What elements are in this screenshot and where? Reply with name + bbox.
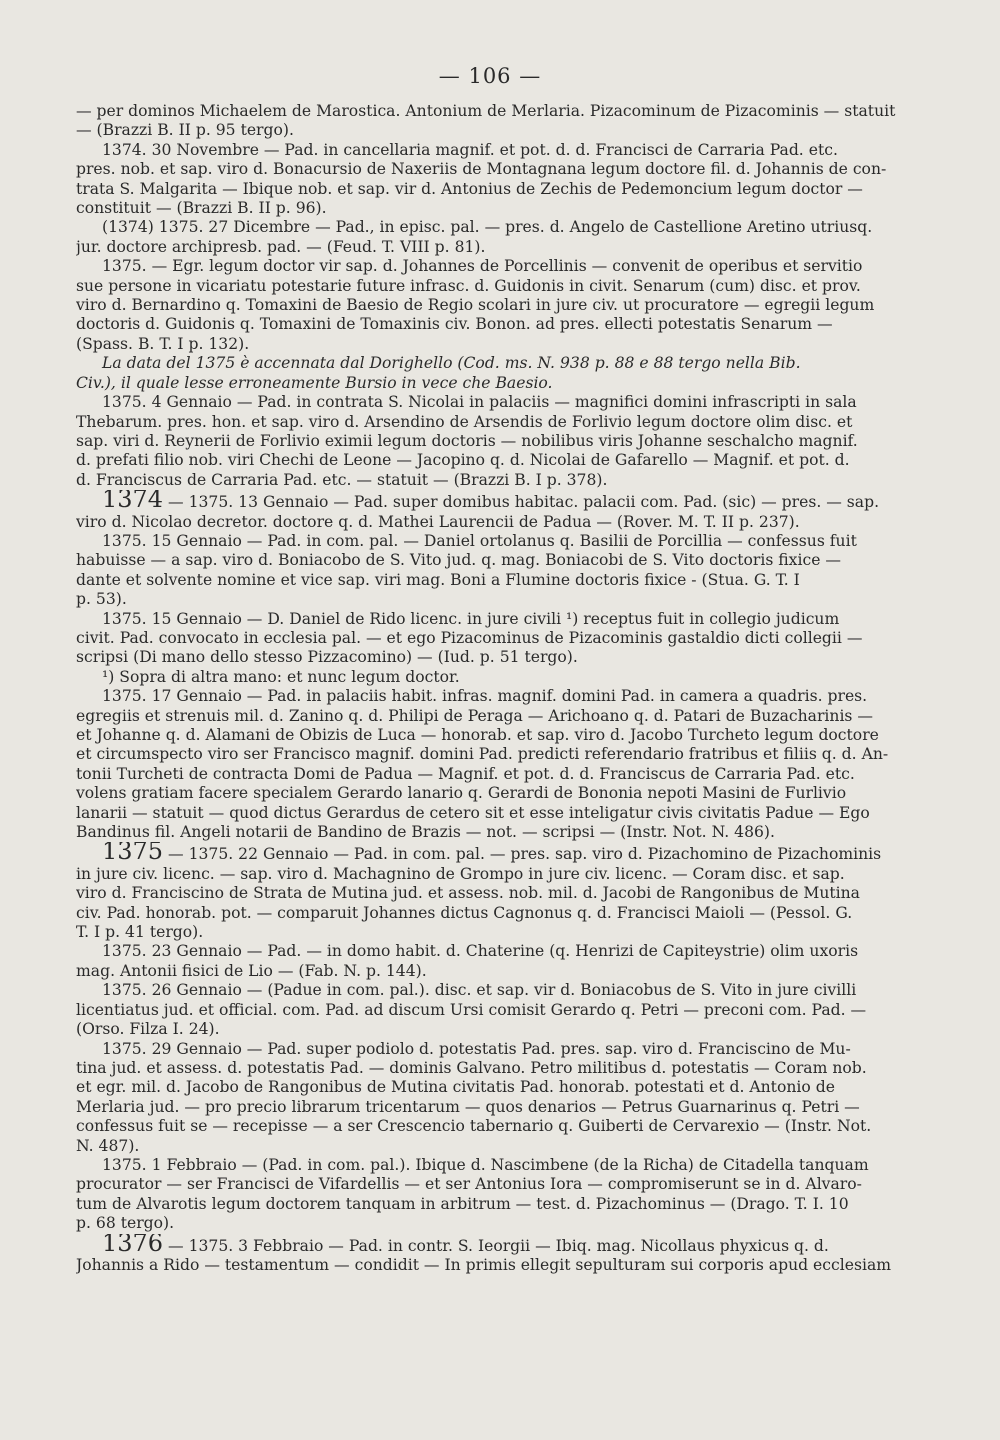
marginal-year: 1376: [102, 1233, 164, 1256]
entry-line: lanarii — statuit — quod dictus Gerardus de cetero sit et esse inteligatur civis civitatis Padue — Ego: [76, 803, 870, 822]
entry-line: 1375. 17 Gennaio — Pad. in palaciis habit. infras. magnif. domini Pad. in camera a quadris. pres.: [102, 687, 868, 706]
entry-line: sue persone in vicariatu potestarie future infrasc. d. Guidonis in civit. Senarum (cum) disc. et prov.: [76, 276, 861, 295]
entry-line: sap. viri d. Reynerii de Forlivio eximii legum doctoris — nobilibus viris Johanne seschalcho magnif.: [76, 431, 858, 450]
entry-line: Merlaria jud. — pro precio librarum tricentarum — quos denarios — Petrus Guarnarinus q. Petri —: [76, 1097, 860, 1116]
entry-line: Bandinus fil. Angeli notarii de Bandino de Brazis — not. — scripsi — (Instr. Not. N. 486).: [76, 823, 775, 842]
entry-line: pres. nob. et sap. viro d. Bonacursio de Naxeriis de Montagnana legum doctore fil. d. Johannis de con-: [76, 160, 887, 179]
entry-line: et Johanne q. d. Alamani de Obizis de Luca — honorab. et sap. viro d. Jacobo Turcheto legum doctore: [76, 726, 879, 744]
entries-list: [76, 102, 904, 1275]
entry-line: T. I p. 41 tergo).: [76, 923, 204, 942]
entry: [76, 354, 904, 393]
entry-line: licentiatus jud. et official. com. Pad. ad discum Ursi comisit Gerardo q. Petri — preconi com. Pad. —: [76, 1000, 867, 1019]
entry: [76, 218, 904, 257]
entry: [76, 1156, 904, 1234]
entry: [76, 257, 904, 354]
entry: [76, 102, 904, 141]
entry-line: — (Brazzi B. II p. 95 tergo).: [76, 121, 294, 140]
entry-line: 1374 — 1375. 13 Gennaio — Pad. super domibus habitac. palacii com. Pad. (sic) — pres. — sap.: [76, 490, 904, 512]
entry-line: 1375. 26 Gennaio — (Padue in com. pal.). disc. et sap. vir d. Boniacobus de S. Vito in jure civilli: [102, 981, 857, 1000]
entry: [76, 141, 904, 219]
entry-line: (Spass. B. T. I p. 132).: [76, 334, 250, 353]
entry-line: 1375. 15 Gennaio — D. Daniel de Rido licenc. in jure civili ¹) receptus fuit in collegio judicum: [102, 609, 840, 628]
entry-line: Thebarum. pres. hon. et sap. viro d. Arsendino de Arsendis de Forlivio legum doctore olim disc. et: [76, 412, 853, 431]
entry: [76, 668, 904, 687]
marginal-year: 1374: [102, 490, 164, 513]
entry-line: — per dominos Michaelem de Marostica. Antonium de Merlaria. Pizacominum de Pizacominis — statuit: [76, 102, 896, 120]
entry-line: (1374) 1375. 27 Dicembre — Pad., in episc. pal. — pres. d. Angelo de Castellione Aretino utriusq.: [102, 218, 873, 237]
entry: [76, 610, 904, 668]
entry-line: et circumspecto viro ser Francisco magnif. domini Pad. predicti referendario fratribus et filiis q. d. An-: [76, 745, 889, 764]
entry-line: in jure civ. licenc. — sap. viro d. Machagnino de Grompo in jure civ. licenc. — Coram disc. et sap.: [76, 864, 845, 883]
entry-line: civit. Pad. convocato in ecclesia pal. — et ego Pizacominus de Pizacominis gastaldio dicti collegii —: [76, 628, 863, 647]
entry-line: civ. Pad. honorab. pot. — comparuit Johannes dictus Cagnonus q. d. Francisci Maioli — (Pessol. G.: [76, 903, 853, 922]
entry-line: p. 68 tergo).: [76, 1214, 175, 1233]
entry-line: La data del 1375 è accennata dal Dorighello (Cod. ms. N. 938 p. 88 e 88 tergo nella Bib.: [102, 354, 801, 373]
entry-line: 1375. 23 Gennaio — Pad. — in domo habit. d. Chaterine (q. Henrizi de Capiteystrie) olim uxoris: [102, 942, 859, 961]
entry-line: (Orso. Filza I. 24).: [76, 1020, 220, 1039]
entry-line: 1375. 4 Gennaio — Pad. in contrata S. Nicolai in palaciis — magnifici domini infrascripti in sala: [102, 393, 857, 412]
entry: [76, 1234, 904, 1276]
entry: [76, 1040, 904, 1156]
entry-line: viro d. Nicolao decretor. doctore q. d. Mathei Laurencii de Padua — (Rover. M. T. II p. 237).: [76, 512, 800, 531]
entry-line: 1375. 1 Febbraio — (Pad. in com. pal.). Ibique d. Nascimbene (de la Richa) de Citadella tanquam: [102, 1155, 869, 1174]
entry-line: confessus fuit se — recepisse — a ser Crescencio tabernario q. Guiberti de Cervarexio — (Instr. Not.: [76, 1117, 872, 1136]
entry-line: tum de Alvarotis legum doctorem tanquam in arbitrum — test. d. Pizachominus — (Drago. T. I. 10: [76, 1194, 849, 1213]
entry: [76, 490, 904, 532]
entry-line: mag. Antonii fisici de Lio — (Fab. N. p. 144).: [76, 961, 427, 980]
entry-line: scripsi (Di mano dello stesso Pizzacomino) — (Iud. p. 51 tergo).: [76, 648, 578, 667]
entry-line: 1375. 15 Gennaio — Pad. in com. pal. — Daniel ortolanus q. Basilii de Porcillia — confessus fuit: [102, 531, 857, 550]
entry-line: habuisse — a sap. viro d. Boniacobo de S. Vito jud. q. mag. Boniacobi de S. Vito doctoris fixice —: [76, 551, 841, 570]
entry: [76, 393, 904, 490]
entry-line: N. 487).: [76, 1136, 140, 1155]
entry: [76, 981, 904, 1039]
entry: [76, 842, 904, 942]
page-number: — 106 —: [438, 64, 542, 88]
entry: [76, 687, 904, 842]
entry-line: Johannis a Rido — testamentum — condidit — In primis ellegit sepulturam sui corporis apud ecclesiam: [76, 1255, 892, 1274]
entry-line: trata S. Malgarita — Ibique nob. et sap. vir d. Antonius de Zechis de Pedemoncium legum doctor —: [76, 179, 863, 198]
entry-line: tonii Turcheti de contracta Domi de Padua — Magnif. et pot. d. d. Franciscus de Carraria Pad. etc.: [76, 764, 855, 783]
entry-line: constituit — (Brazzi B. II p. 96).: [76, 199, 327, 218]
entry-line: volens gratiam facere specialem Gerardo lanario q. Gerardi de Bononia nepoti Masini de Furlivio: [76, 784, 847, 803]
entry-line: ¹) Sopra di altra mano: et nunc legum doctor.: [102, 667, 460, 686]
entry: [76, 942, 904, 981]
entry-line: p. 53).: [76, 590, 127, 609]
entry-line: viro d. Franciscino de Strata de Mutina jud. et assess. nob. mil. d. Jacobi de Rangonibus de Mutina: [76, 884, 860, 903]
entry: [76, 532, 904, 610]
entry-line: Civ.), il quale lesse erroneamente Bursio in vece che Baesio.: [76, 373, 553, 392]
entry-line: et egr. mil. d. Jacobo de Rangonibus de Mutina civitatis Pad. honorab. potestati et d. Antonio de: [76, 1078, 835, 1097]
entry-line: d. Franciscus de Carraria Pad. etc. — statuit — (Brazzi B. I p. 378).: [76, 470, 608, 489]
entry-line: egregiis et strenuis mil. d. Zanino q. d. Philipi de Peraga — Arichoano q. d. Patari de Buzacharinis —: [76, 706, 873, 725]
entry-line: viro d. Bernardino q. Tomaxini de Baesio de Regio scolari in jure civ. ut procuratore — egregii legum: [76, 296, 875, 315]
entry-line: procurator — ser Francisci de Vifardellis — et ser Antonius Iora — compromiserunt se in d. Alvaro-: [76, 1175, 862, 1194]
entry-line: jur. doctore archipresb. pad. — (Feud. T. VIII p. 81).: [76, 237, 486, 256]
entry-line: 1375. — Egr. legum doctor vir sap. d. Johannes de Porcellinis — convenit de operibus et servitio: [102, 257, 863, 276]
entry-line: 1375 — 1375. 22 Gennaio — Pad. in com. pal. — pres. sap. viro d. Pizachomino de Pizachominis: [76, 842, 904, 864]
entry-line: 1374. 30 Novembre — Pad. in cancellaria magnif. et pot. d. d. Francisci de Carraria Pad. etc.: [102, 140, 838, 159]
entry-line: 1376 — 1375. 3 Febbraio — Pad. in contr. S. Ieorgii — Ibiq. mag. Nicollaus phyxicus q. d.: [76, 1234, 904, 1256]
marginal-year: 1375: [102, 842, 164, 865]
entry-line: dante et solvente nomine et vice sap. viri mag. Boni a Flumine doctoris fixice - (Stua. G. T. I: [76, 570, 800, 589]
entry-line: tina jud. et assess. d. potestatis Pad. — dominis Galvano. Petro militibus d. potestatis — Coram nob.: [76, 1058, 867, 1077]
entry-line: d. prefati filio nob. viri Chechi de Leone — Jacopino q. d. Nicolai de Gafarello — Magnif. et pot. d.: [76, 451, 850, 470]
entry-line: 1375. 29 Gennaio — Pad. super podiolo d. potestatis Pad. pres. sap. viro d. Franciscino de Mu-: [102, 1039, 851, 1058]
entry-line: doctoris d. Guidonis q. Tomaxini de Tomaxinis civ. Bonon. ad pres. ellecti potestatis Senarum —: [76, 315, 833, 334]
